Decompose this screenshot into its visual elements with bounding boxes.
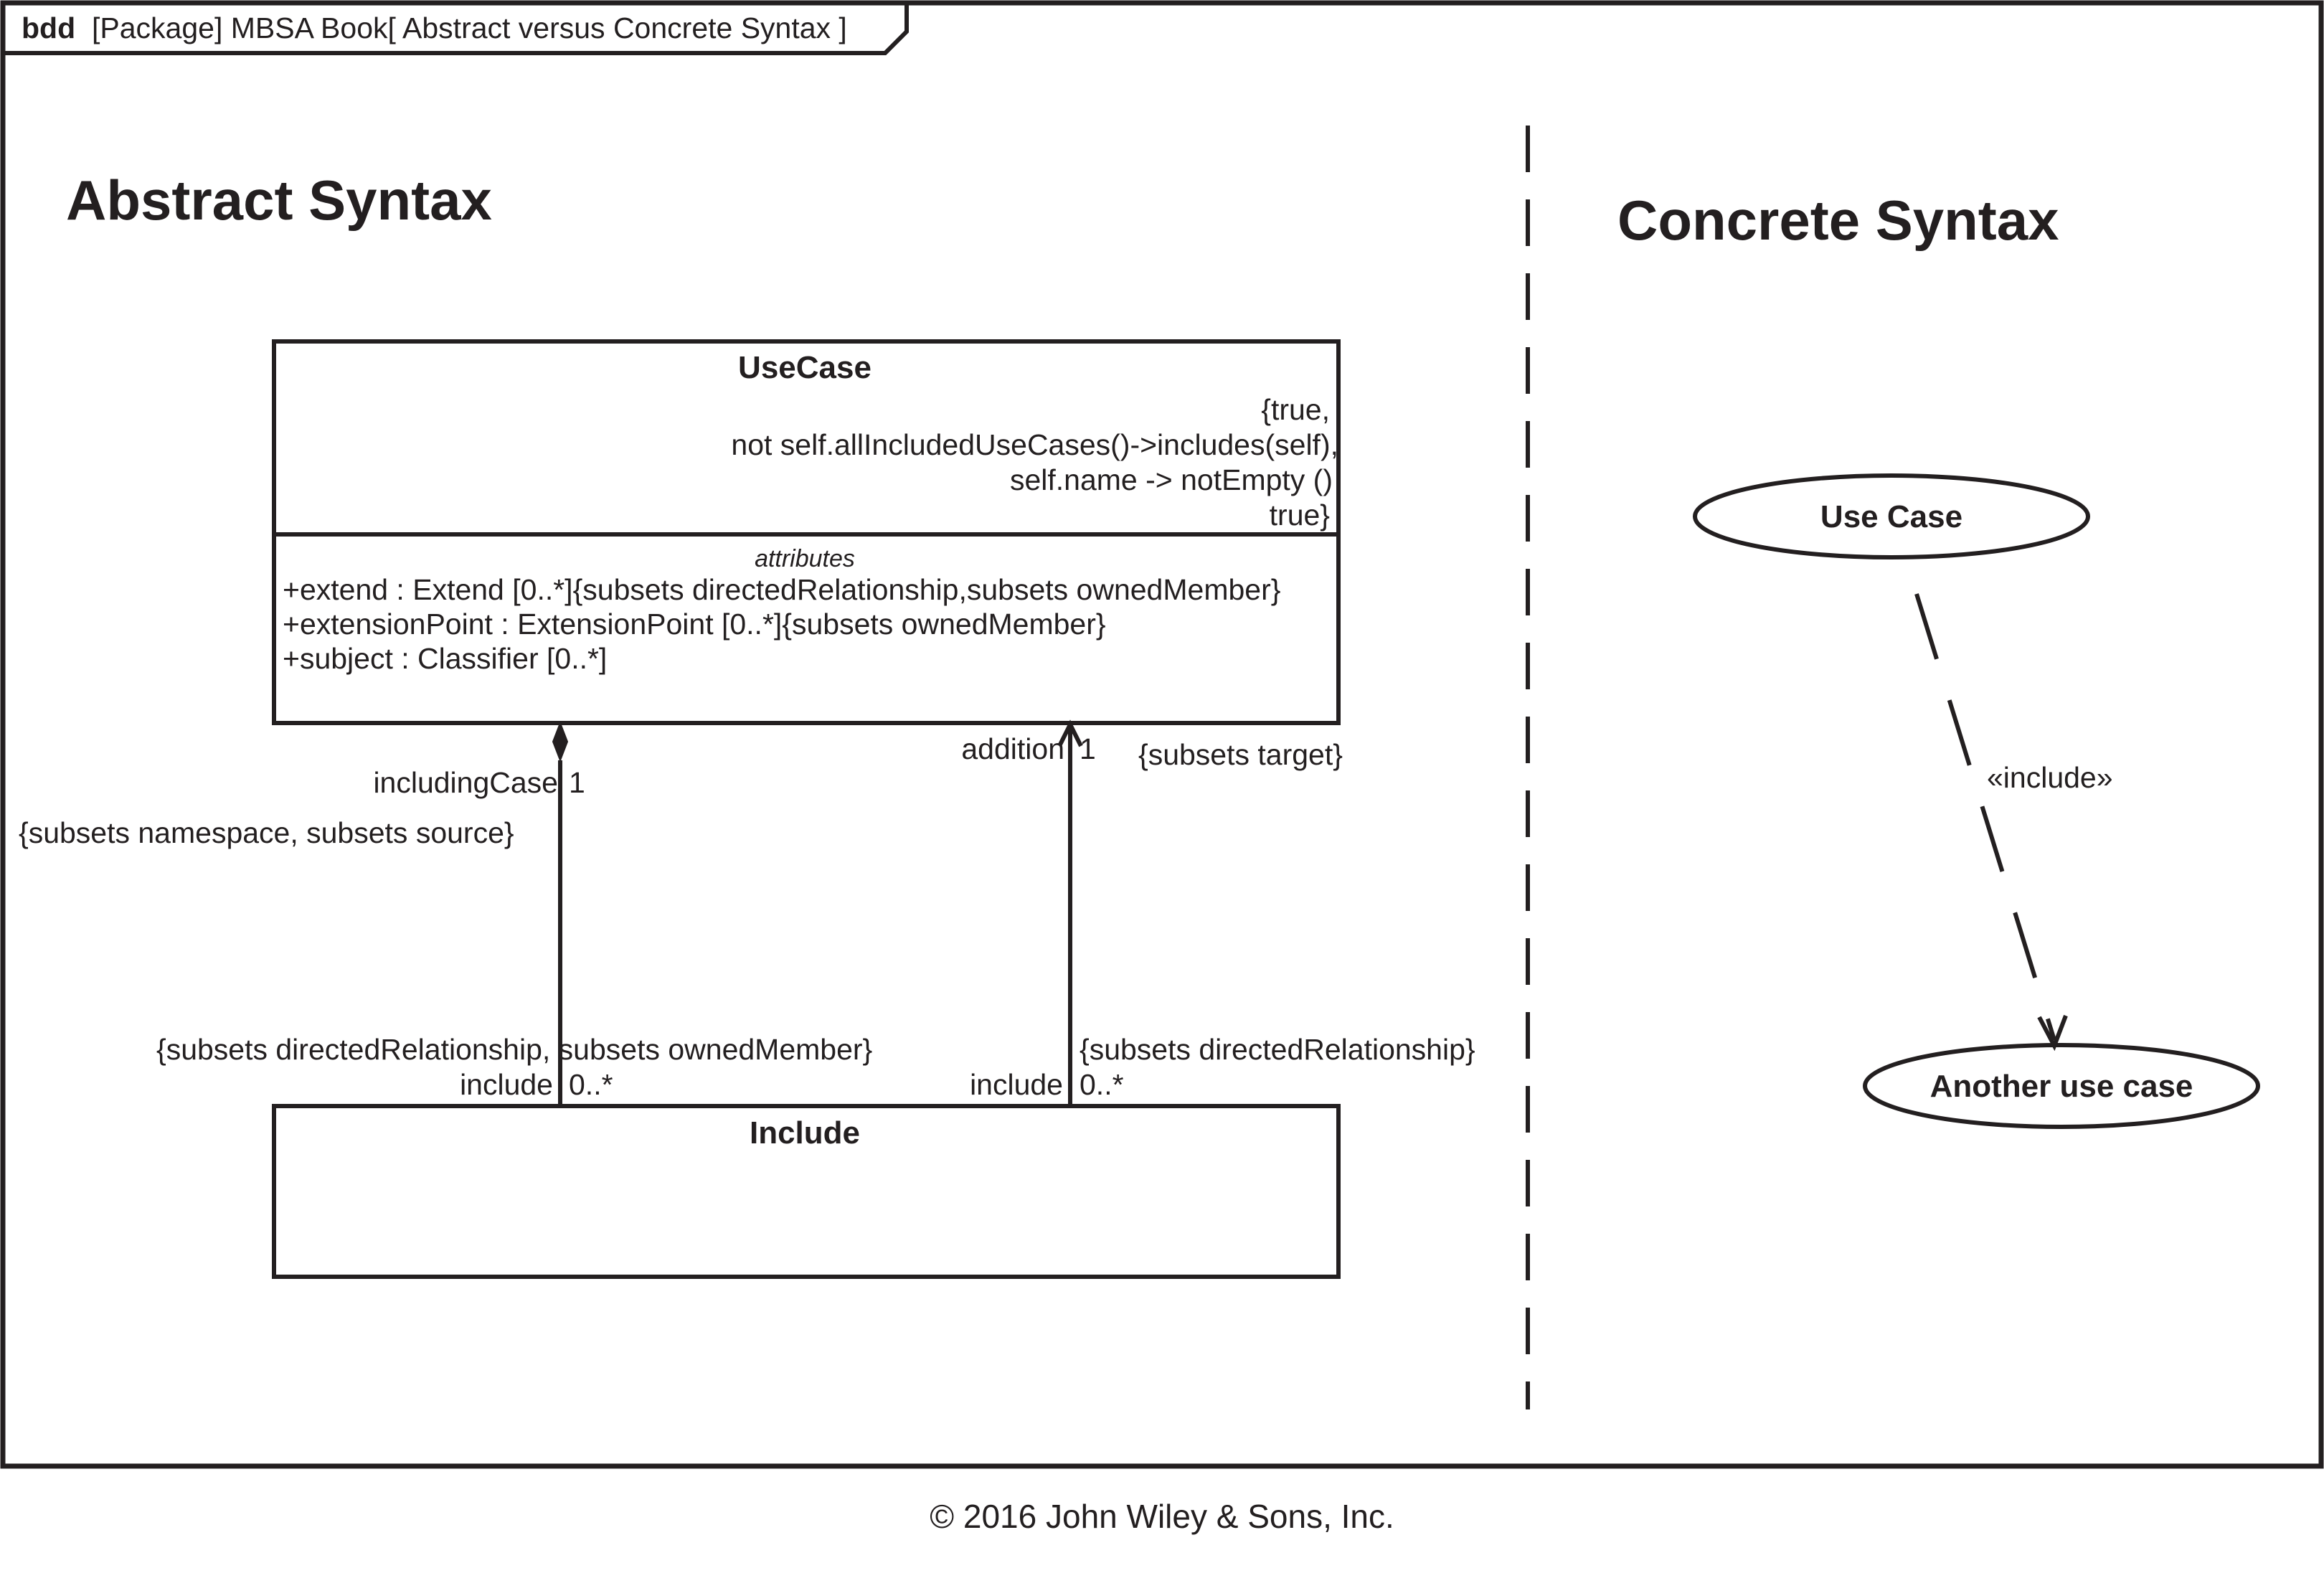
include-right-multiplicity: 0..* xyxy=(1080,1068,1124,1101)
frame-kind: bdd xyxy=(22,11,76,44)
another-use-case-label: Another use case xyxy=(1929,1069,2193,1104)
abstract-syntax-title: Abstract Syntax xyxy=(66,169,492,232)
copyright: © 2016 John Wiley & Sons, Inc. xyxy=(930,1498,1394,1535)
include-left-role: include xyxy=(460,1068,553,1101)
use-case-label: Use Case xyxy=(1820,499,1963,534)
composition-diamond-icon xyxy=(553,723,567,760)
frame-header: [Package] MBSA Book[ Abstract versus Concrete Syntax ] xyxy=(92,11,847,44)
usecase-constraint-line: true} xyxy=(1269,499,1330,532)
attribute-row: +extend : Extend [0..*]{subsets directedRelationship,subsets ownedMember} xyxy=(283,573,1281,606)
include-stereotype: «include» xyxy=(1987,761,2113,794)
include-dependency[interactable] xyxy=(1917,594,2054,1040)
include-right-constraint: {subsets directedRelationship} xyxy=(1080,1033,1475,1066)
including-case-multiplicity: 1 xyxy=(569,766,585,799)
attributes-compartment-label: attributes xyxy=(755,545,855,572)
including-case-role: includingCase xyxy=(373,766,558,799)
addition-multiplicity: 1 xyxy=(1080,732,1096,765)
usecase-constraint-line: self.name -> notEmpty () xyxy=(1009,463,1333,496)
include-block-name: Include xyxy=(749,1115,861,1151)
usecase-constraint-line: {true, xyxy=(1261,393,1330,426)
concrete-syntax-title: Concrete Syntax xyxy=(1617,189,2059,252)
including-case-constraint: {subsets namespace, subsets source} xyxy=(19,816,514,849)
usecase-constraint-line: not self.allIncludedUseCases()->includes(self), xyxy=(731,428,1338,461)
include-left-constraint: {subsets directedRelationship, subsets ownedMember} xyxy=(156,1033,873,1066)
include-left-multiplicity: 0..* xyxy=(569,1068,613,1101)
addition-role: addition xyxy=(961,732,1064,765)
addition-constraint: {subsets target} xyxy=(1138,738,1343,771)
attribute-row: +extensionPoint : ExtensionPoint [0..*]{subsets ownedMember} xyxy=(283,608,1106,641)
attribute-row: +subject : Classifier [0..*] xyxy=(283,642,608,675)
usecase-block-name: UseCase xyxy=(738,350,872,385)
include-right-role: include xyxy=(970,1068,1063,1101)
